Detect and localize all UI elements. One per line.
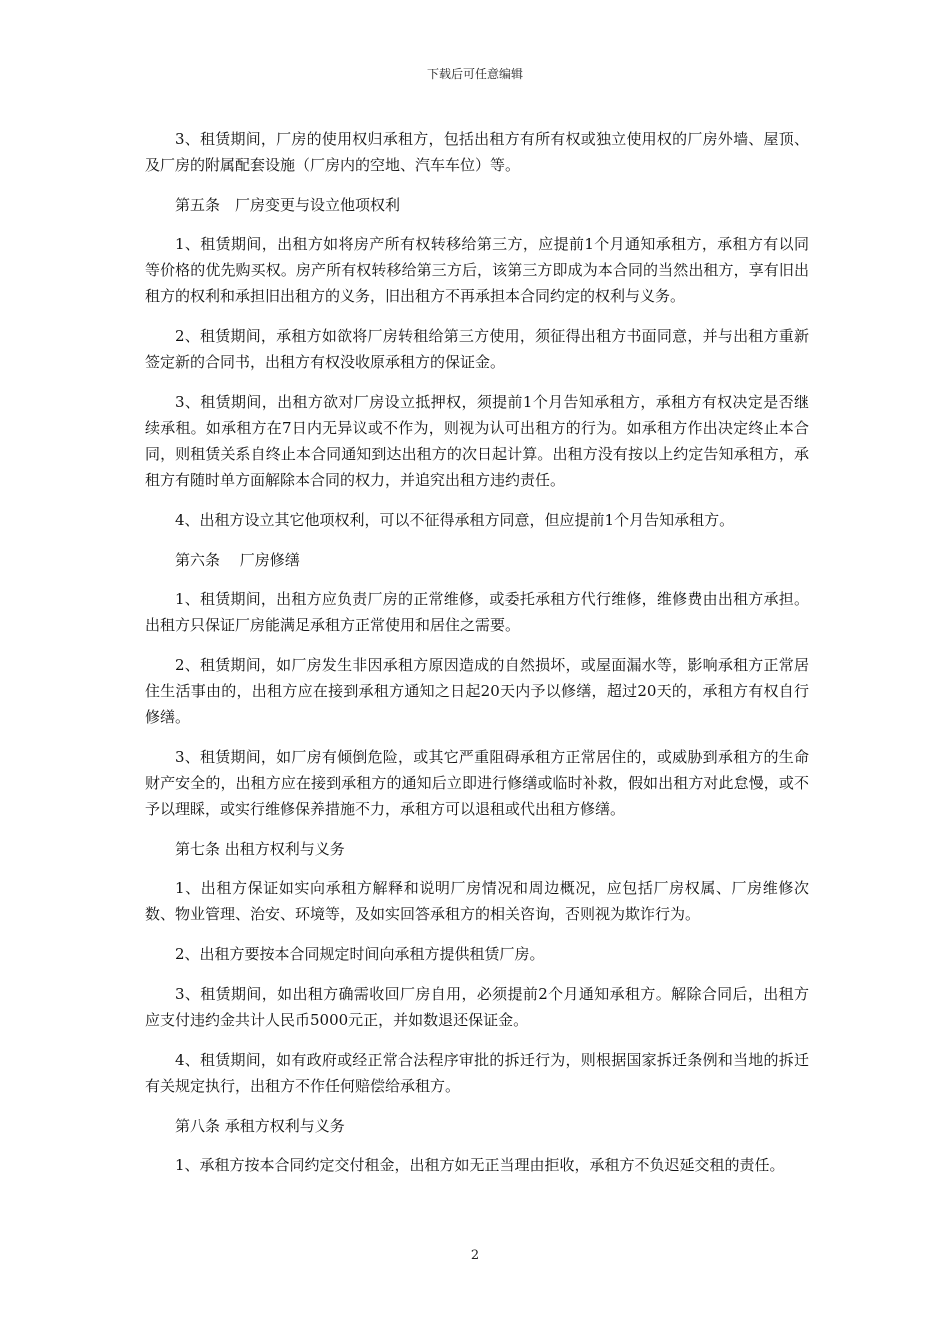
- clause-paragraph: 2、出租方要按本合同规定时间向承租方提供租赁厂房。: [175, 945, 545, 963]
- clause-paragraph: 3、租赁期间，厂房的使用权归承租方，包括出租方有所有权或独立使用权的厂房外墙、屋顶、及厂房的附属配套设施（厂房内的空地、汽车车位）等。: [145, 130, 809, 174]
- page-header: 下载后可任意编辑: [426, 67, 523, 81]
- clause-paragraph: 3、租赁期间，如出租方确需收回厂房自用，必须提前2个月通知承租方。解除合同后，出租方应支付违约金共计人民币5000元正，并如数退还保证金。: [145, 985, 809, 1029]
- section-heading: 第八条 承租方权利与义务: [175, 1117, 345, 1135]
- clause-paragraph: 4、出租方设立其它他项权利，可以不征得承租方同意，但应提前1个月告知承租方。: [175, 511, 735, 529]
- clause-paragraph: 2、租赁期间，承租方如欲将厂房转租给第三方使用，须征得出租方书面同意，并与出租方重新签定新的合同书，出租方有权没收原承租方的保证金。: [145, 327, 809, 371]
- clause-paragraph: 3、租赁期间，如厂房有倾倒危险，或其它严重阻碍承租方正常居住的，或威胁到承租方的生命财产安全的，出租方应在接到承租方的通知后立即进行修缮或临时补救，假如出租方对此怠慢，或不予以理睬，或实行维修保养措施不力，承租方可以退租或代出租方修缮。: [145, 748, 809, 818]
- clause-paragraph: 4、租赁期间，如有政府或经正常合法程序审批的拆迁行为，则根据国家拆迁条例和当地的拆迁有关规定执行，出租方不作任何赔偿给承租方。: [145, 1051, 809, 1095]
- clause-paragraph: 1、租赁期间，出租方如将房产所有权转移给第三方，应提前1个月通知承租方，承租方有以同等价格的优先购买权。房产所有权转移给第三方后，该第三方即成为本合同的当然出租方，享有旧出租方的权利和承担旧出租方的义务，旧出租方不再承担本合同约定的权利与义务。: [145, 235, 809, 305]
- page-number: 2: [470, 1248, 480, 1263]
- section-heading: 第七条 出租方权利与义务: [175, 840, 345, 858]
- clause-paragraph: 2、租赁期间，如厂房发生非因承租方原因造成的自然损坏，或屋面漏水等，影响承租方正常居住生活事由的，出租方应在接到承租方通知之日起20天内予以修缮，超过20天的，承租方有权自行修缮。: [145, 656, 809, 726]
- document-body: [145, 126, 809, 1192]
- clause-paragraph: 1、承租方按本合同约定交付租金，出租方如无正当理由拒收，承租方不负迟延交租的责任。: [175, 1156, 785, 1174]
- section-heading: 第五条 厂房变更与设立他项权利: [175, 196, 401, 214]
- section-heading: 第六条 厂房修缮: [175, 551, 300, 569]
- clause-paragraph: 1、租赁期间，出租方应负责厂房的正常维修，或委托承租方代行维修，维修费由出租方承担。出租方只保证厂房能满足承租方正常使用和居住之需要。: [145, 590, 809, 634]
- clause-paragraph: 3、租赁期间，出租方欲对厂房设立抵押权，须提前1个月告知承租方，承租方有权决定是否继续承租。如承租方在7日内无异议或不作为，则视为认可出租方的行为。如承租方作出决定终止本合同，则租赁关系自终止本合同通知到达出租方的次日起计算。出租方没有按以上约定告知承租方，承租方有随时单方面解除本合同的权力，并追究出租方违约责任。: [145, 393, 809, 489]
- clause-paragraph: 1、出租方保证如实向承租方解释和说明厂房情况和周边概况，应包括厂房权属、厂房维修次数、物业管理、治安、环境等，及如实回答承租方的相关咨询，否则视为欺诈行为。: [145, 879, 809, 923]
